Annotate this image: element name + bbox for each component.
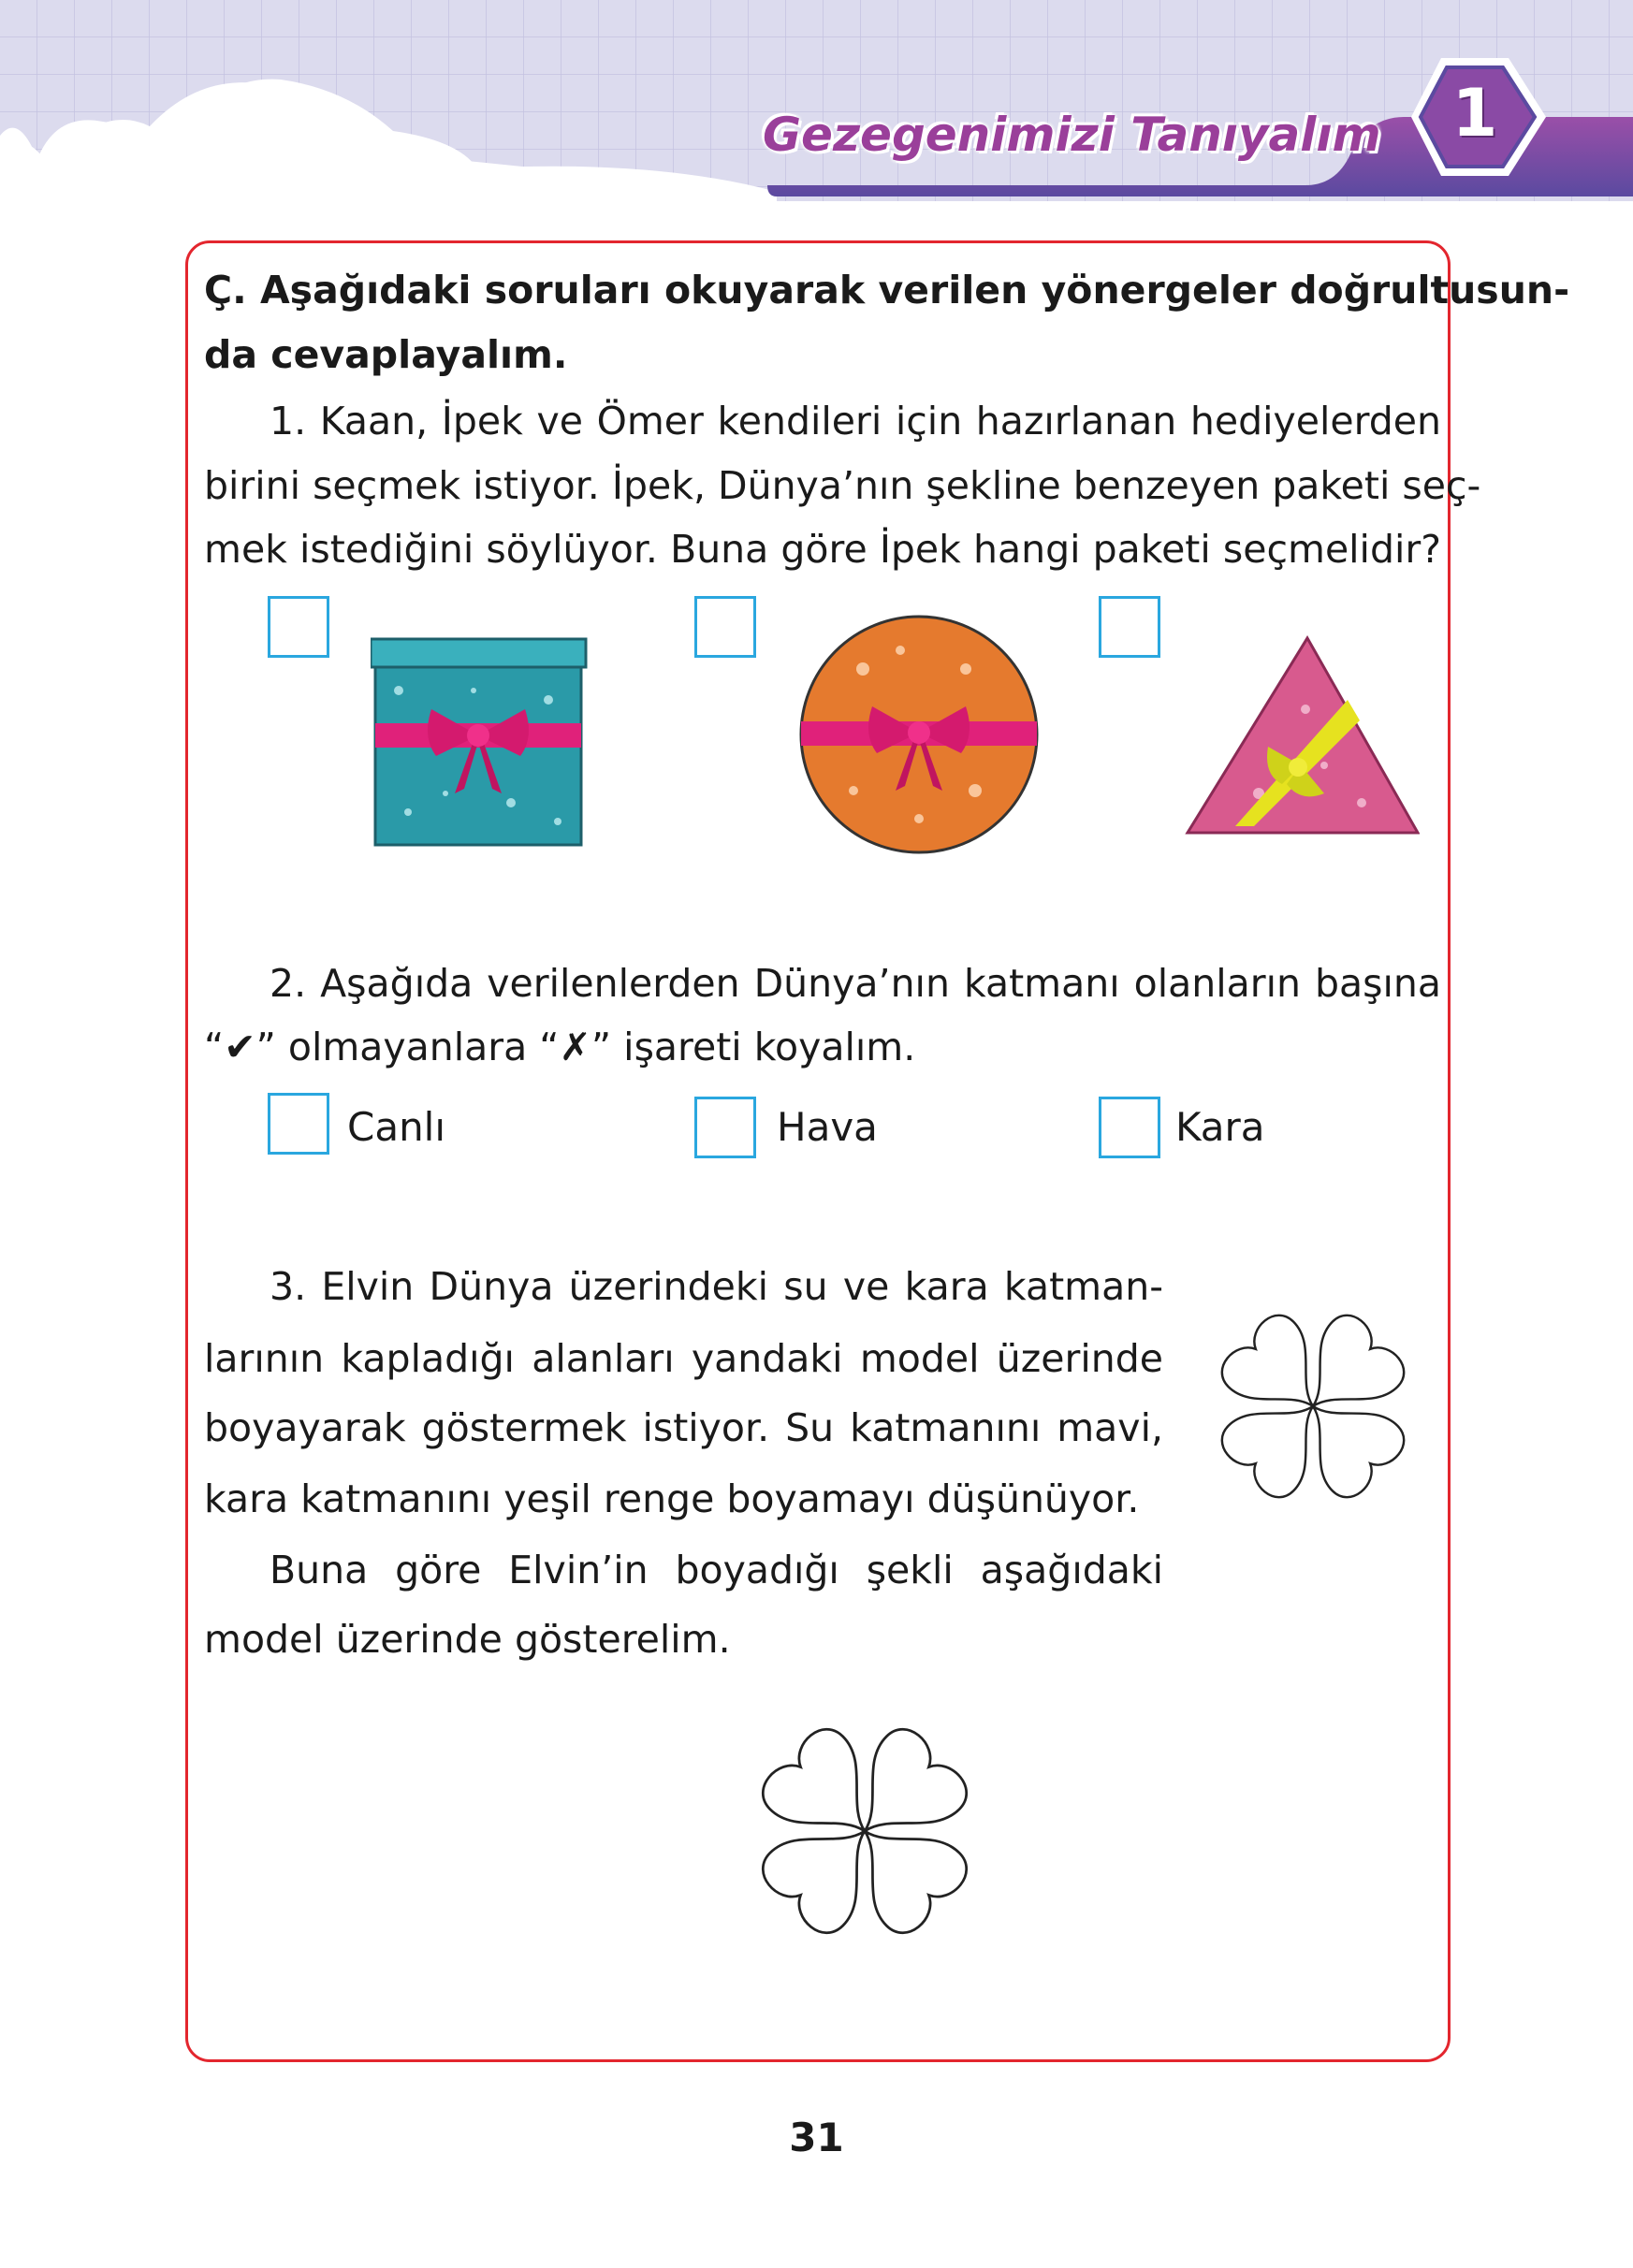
layer-checkbox-hava[interactable] xyxy=(694,1097,756,1158)
question-1-text: mek istediğini söylüyor. Buna göre İpek hangi paketi seçmelidir? xyxy=(204,527,1441,572)
section-heading-line: Ç. Aşağıdaki soruları okuyarak verilen yönergeler doğrultusun- xyxy=(204,268,1570,313)
question-3-text: model üzerinde gösterelim. xyxy=(204,1617,731,1662)
question-3-text: kara katmanını yeşil renge boyamayı düşünüyor. xyxy=(204,1476,1140,1521)
question-2-text: “✔” olmayanlara “✗” işareti koyalım. xyxy=(204,1025,916,1069)
pyramid-gift-box-icon xyxy=(1184,634,1420,836)
layer-checkbox-canli[interactable] xyxy=(268,1093,329,1155)
four-heart-clover-model-small xyxy=(1203,1296,1423,1517)
unit-number-badge: 1 xyxy=(1451,75,1498,152)
cube-gift-box-icon xyxy=(371,634,588,848)
layer-option-label: Hava xyxy=(777,1104,878,1150)
unit-header-banner xyxy=(0,0,1633,201)
question-1-text: birini seçmek istiyor. İpek, Dünya’nın şekline benzeyen paketi seç- xyxy=(204,463,1481,508)
question-1-text: 1. Kaan, İpek ve Ömer kendileri için hazırlanan hediyelerden xyxy=(270,399,1441,443)
question-3-text: larının kapladığı alanları yandaki model üzerinde xyxy=(204,1336,1163,1381)
question-3-text: boyayarak göstermek istiyor. Su katmanını mavi, xyxy=(204,1405,1163,1450)
question-2-text: 2. Aşağıda verilenlerden Dünya’nın katmanı olanların başına xyxy=(270,961,1441,1006)
sphere-gift-box-icon xyxy=(797,613,1041,856)
answer-checkbox-sphere[interactable] xyxy=(694,596,756,658)
section-heading-line: da cevaplayalım. xyxy=(204,332,568,377)
layer-option-label: Kara xyxy=(1175,1104,1265,1150)
page-number: 31 xyxy=(789,2115,844,2160)
layer-checkbox-kara[interactable] xyxy=(1099,1097,1160,1158)
answer-checkbox-pyramid[interactable] xyxy=(1099,596,1160,658)
unit-title: Gezegenimizi Tanıyalım xyxy=(763,108,1381,162)
layer-option-label: Canlı xyxy=(347,1104,446,1150)
four-heart-clover-model-answer[interactable] xyxy=(741,1708,988,1955)
question-3-text: 3. Elvin Dünya üzerindeki su ve kara katman- xyxy=(270,1264,1163,1309)
question-3-text: Buna göre Elvin’in boyadığı şekli aşağıdaki xyxy=(270,1548,1163,1592)
answer-checkbox-cube[interactable] xyxy=(268,596,329,658)
